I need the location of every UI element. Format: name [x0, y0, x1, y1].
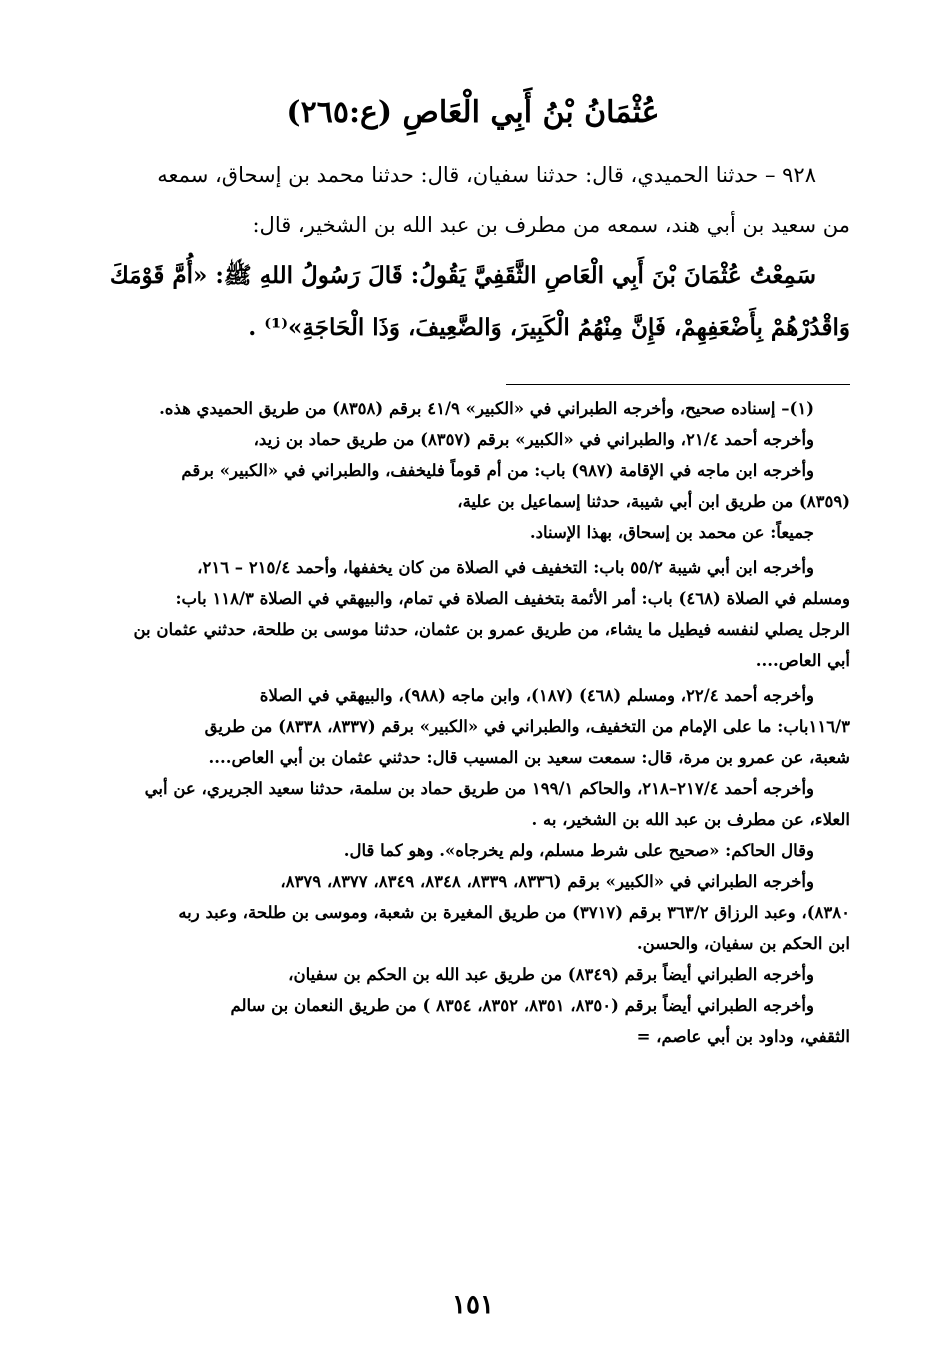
- page-number: ١٥١: [452, 1290, 494, 1320]
- footnote-line: (٨٣٥٩) من طريق ابن أبي شيبة، حدثنا إسماعيل بن علية،: [457, 492, 850, 511]
- footnote-separator: [506, 384, 850, 385]
- chapter-heading: عُثْمَانُ بْنُ أَبِي الْعَاصِ (ع:٢٦٥): [286, 95, 660, 130]
- footnote-line: وأخرجه الطبراني أيضاً برقم (٨٣٤٩) من طريق عبد الله بن الحكم بن سفيان،: [288, 965, 814, 984]
- footnote-line: (١)– إسناده صحيح، وأخرجه الطبراني في «الكبير» ٤١/٩ برقم (٨٣٥٨) من طريق الحميدي هذه.: [159, 399, 814, 418]
- footnote-line: الثقفي، وداود بن أبي عاصم، =: [636, 1027, 850, 1046]
- hadith-line-2: من سعيد بن أبي هند، سمعه من مطرف بن عبد الله بن الشخير، قال:: [252, 213, 850, 237]
- hadith-block: [98, 150, 850, 354]
- footnote-line: ٨٣٨٠)، وعبد الرزاق ٣٦٣/٢ برقم (٣٧١٧) من طريق المغيرة بن شعبة، وموسى بن طلحة، وعبد ربه: [178, 903, 850, 922]
- footnote-line: ابن الحكم بن سفيان، والحسن.: [636, 934, 850, 953]
- hadith-line-1: ٩٢٨ – حدثنا الحميدي، قال: حدثنا سفيان، قال: حدثنا محمد بن إسحاق، سمعه: [157, 163, 816, 187]
- footnote-line: ١١٦/٣باب: ما على الإمام من التخفيف، والطبراني في «الكبير» برقم (٨٣٣٧، ٨٣٣٨) من طريق: [204, 717, 850, 736]
- footnote-line: وأخرجه الطبراني في «الكبير» برقم (٨٣٣٦، ٨٣٣٩، ٨٣٤٨، ٨٣٤٩، ٨٣٧٧، ٨٣٧٩،: [280, 872, 814, 891]
- footnote-line: وأخرجه ابن أبي شيبة ٥٥/٢ باب: التخفيف في الصلاة من كان يخففها، وأحمد ٢١٥/٤ – ٢١٦،: [197, 558, 814, 577]
- footnote-line: وأخرجه ابن ماجه في الإقامة (٩٨٧) باب: من أم قوماً فليخفف، والطبراني في «الكبير» برقم: [181, 461, 814, 480]
- footnote-line: وقال الحاكم: «صحيح على شرط مسلم، ولم يخرجاه». وهو كما قال.: [343, 841, 814, 860]
- footnotes: [98, 393, 850, 1052]
- footnote-line: وأخرجه الطبراني أيضاً برقم (٨٣٥٠، ٨٣٥١، ٨٣٥٢، ٨٣٥٤ ) من طريق النعمان بن سالم: [230, 996, 814, 1015]
- footnote-line: شعبة، عن عمرو بن مرة، قال: سمعت سعيد بن المسيب قال: حدثني عثمان بن أبي العاص....: [208, 748, 850, 767]
- hadith-matn-line-2: وَاقْدُرْهُمْ بِأَضْعَفِهِمْ، فَإِنَّ مِنْهُمُ الْكَبِيرَ، وَالضَّعِيفَ، وَذَا الْحَاجَةِ»⁽¹⁾ .: [248, 314, 850, 341]
- footnote-line: العلاء، عن مطرف بن عبد الله بن الشخير، به .: [531, 810, 850, 829]
- footnote-line: أبي العاص....: [755, 651, 850, 670]
- footnote-line: الرجل يصلي لنفسه فيطيل ما يشاء، من طريق عمرو بن عثمان، حدثنا موسى بن طلحة، حدثني عثمان بن: [133, 620, 850, 639]
- hadith-matn-line-1: سَمِعْتُ عُثْمَانَ بْنَ أَبِي الْعَاصِ الثَّقَفِيَّ يَقُولُ: قَالَ رَسُولُ اللهِ ﷺ: «أُمَّ قَوْمَكَ: [109, 262, 816, 289]
- footnote-line: ومسلم في الصلاة (٤٦٨) باب: أمر الأئمة بتخفيف الصلاة في تمام، والبيهقي في الصلاة ١١٨/٣ باب:: [175, 589, 850, 608]
- footnote-line: وأخرجه أحمد ٢١/٤، والطبراني في «الكبير» برقم (٨٣٥٧) من طريق حماد بن زيد،: [253, 430, 814, 449]
- footnote-line: وأخرجه أحمد ٢٢/٤، ومسلم (٤٦٨) (١٨٧)، وابن ماجه (٩٨٨)، والبيهقي في الصلاة: [259, 686, 814, 705]
- footnote-line: جميعاً: عن محمد بن إسحاق، بهذا الإسناد.: [529, 523, 814, 542]
- footnote-line: وأخرجه أحمد ٢١٧/٤–٢١٨، والحاكم ١٩٩/١ من طريق حماد بن سلمة، حدثنا سعيد الجريري، عن أبي: [144, 779, 814, 798]
